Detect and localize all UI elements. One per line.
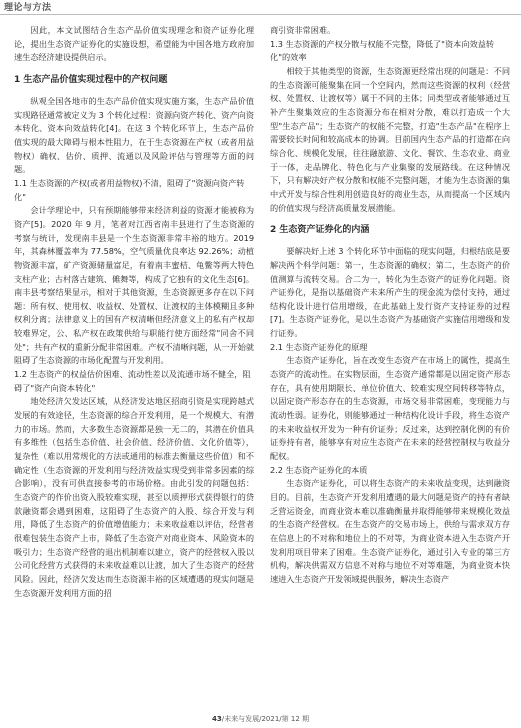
- section-1-paragraph: 纵观全国各地市的生态产品价值实现实施方案，生态产品价值实现路径通常被定义为 3 个转化过程：资源向资产转化、资产向资本转化、资本向效益转化[4]。在这 3 个转化环节上，生态产品价值实现的最大障碍与根本性阻力，在于生态资源在产权（或者用益物权）确权、估价、质押、流通以及风险评估与管理等方面的问题。: [14, 95, 254, 175]
- subsection-2-1-heading: 2.1 生态资产证券化的原理: [270, 341, 368, 352]
- journal-issue: /未来与发展/2021/第 12 期: [221, 715, 309, 723]
- subsection-1-1-paragraph: 会计学理论中，只有预期能够带来经济利益的资源才能被称为资产[5]。2020 年 9 月，笔者对江西省南丰县进行了生态资源的考察与统计，发现南丰县是一个生态资源非常丰裕的地方。2019 年，其森林覆盖率为 77.58%，空气质量优良率达 92.26%；动植物资源丰富，矿产资源储量富足，有着南丰蜜桔、龟鳖等两大特色支柱产业；古村落古建筑、傩舞等，构成了它独有的文化生态[6]。南丰县考察结果显示，相对于其他资源，生态资源更多存在以下问题：所有权、使用权、收益权、处置权、让渡权的主体模糊且多种权利分离；法律意义上的国有产权清晰但经济意义上的私有产权却较难界定，公、私产权在政策供给与职能行使方面经常"同舍不同处"；共有产权的重新分配非常困难。产权不清晰问题，从一开始就阻碍了生态资源的市场化配置与开发利用。: [14, 205, 254, 366]
- right-column: [270, 24, 510, 587]
- subsection-1-3-heading: 1.3 生态资源的产权分散与权能不完整，降低了"资本向效益转化"的效率: [270, 38, 495, 63]
- section-2-heading: 2 生态资产证券化的内涵: [270, 225, 370, 236]
- section-1-heading: 1 生态产品价值实现过程中的产权问题: [14, 74, 168, 85]
- left-column: [14, 24, 254, 600]
- subsection-1-2-heading: 1.2 生态资产的权益估价困难、流动性差以及流通市场不健全，阻碍了"资产向资本转化": [14, 369, 251, 393]
- subsection-2-2-paragraph: 生态资产证券化，可以将生态资产的未来收益变现，达到融资目的。目前，生态资产开发利用遭遇的最大问题是资产的持有者缺乏营运资金，而商业资本难以准确衡量并取得能够带来规模化效益的生态资产经营权。在生态资产的交易市场上，供给与需求双方存在信息上的不对称和地位上的不对等，为商业资本进入生态资产开发利用项目带来了困难。生态资产证券化，通过引入专业的第三方机构，解决供需双方信息不对称与地位不对等难题，为商业资本快速进入生态资产开发领域提供服务，解决生态资产: [270, 478, 510, 584]
- page-number: 43: [212, 715, 222, 723]
- section-2-paragraph: 要解决好上述 3 个转化环节中面临的现实问题，归根结底是要解决两个科学问题：第一，生态资源的确权；第二，生态资产的价值测算与流转交易。合二为一，转化为生态资产的证券化问题。资产证券化，是指以基础资产未来所产生的现金流为偿付支持，通过结构化设计进行信用增级，在此基础上发行资产支持证券的过程[7]。生态资产证券化，是以生态资产为基础资产实施信用增级和发行证券。: [270, 246, 510, 339]
- running-header: [0, 0, 521, 15]
- subsection-1-2-paragraph: 地处经济欠发达区域，从经济发达地区招商引资是实现跨越式发展的有效途径，生态资源的综合开发利用，是一个规模大、有潜力的市场。然而，大多数生态资源都是独一无二的，其潜在价值具有多维性（包括生态价值、社会价值、经济价值、文化价值等），复杂性（难以用常规化的方法或通用的标准去衡量这些价值）和不确定性（生态资源的开发利用与经济效益实现受到非常多因素的综合影响），没有可供直接参考的市场价格。由此引发的问题包括：生态资产的作价出资入股较难实现，甚至以质押形式获得银行的贷款融资都会遇到困难，这阻碍了生态资产的入股、综合开发与利用，降低了生态资产的价值增值能力；未来收益难以评估，经营者很难包装生态资产上市，降低了生态资产对商业资本、风险资本的吸引力；生态资产经营的退出机制难以建立，资产的经营权入股以公司化经营方式获得的未来收益难以让渡，加大了生态资产的经营风险。因此，经济欠发达而生态资源丰裕的区域遭遇的现实问题是生态资源开发利用方面的招: [14, 396, 254, 598]
- section-label: 理论与方法: [4, 3, 52, 13]
- continued-paragraph: 商引资非常困难。: [270, 25, 336, 35]
- subsection-2-2-heading: 2.2 生态资产证券化的本质: [270, 464, 368, 475]
- intro-paragraph: 因此，本文试图结合生态产品价值实现理念和资产证券化理论，提出生态资产证券化的实施设想，希望能为中国各地方政府加速生态经济建设提供启示。: [14, 25, 254, 63]
- subsection-1-1-heading: 1.1 生态资源的产权(或者用益物权)不清，阻碍了"资源向资产转化": [14, 177, 245, 202]
- subsection-1-3-paragraph: 相较于其他类型的资源，生态资源更经常出现的问题是：不同的生态资源可能聚集在同一个空间内，然而这些资源的权利（经营权、处置权、让渡权等）属于不同的主体；同类型或者能够通过互补产生聚集效应的生态资源分布在相对分散，难以打造成一个大型"生态产品"；生态资产的权能不完整，打造"生态产品"在程序上需要较长时间和较高成本的协调。目前国内生态产品的打造都在向综合化、规模化发展，往往融旅游、文化、餐饮、生态农业、商业于一体，走品牌化、特色化与产业集聚的发展路线。在这种情况下，只有解决好产权分散和权能不完整问题，才能为生态资源的集中式开发与综合性利用创造良好的商业生态，从而提高一个区域内的价值实现与经济高质量发展潜能。: [270, 65, 510, 213]
- page-footer: [0, 714, 521, 724]
- subsection-2-1-paragraph: 生态资产证券化，旨在改变生态资产在市场上的属性，提高生态资产的流动性。在实物层面，生态资产通常都是以固定资产形态存在，具有使用期限长、单位价值大、较难实现空间转移等特点，以固定资产形态存在的生态资源，市场交易非常困难，变现能力与流动性弱。证券化，则能够通过一种结构化设计手段，将生态资产的未来收益权开发为一种有价证券；反过来，达到控制化例的有价证券持有者，能够享有对应生态资产在未来的经营控制权与收益分配权。: [270, 355, 510, 462]
